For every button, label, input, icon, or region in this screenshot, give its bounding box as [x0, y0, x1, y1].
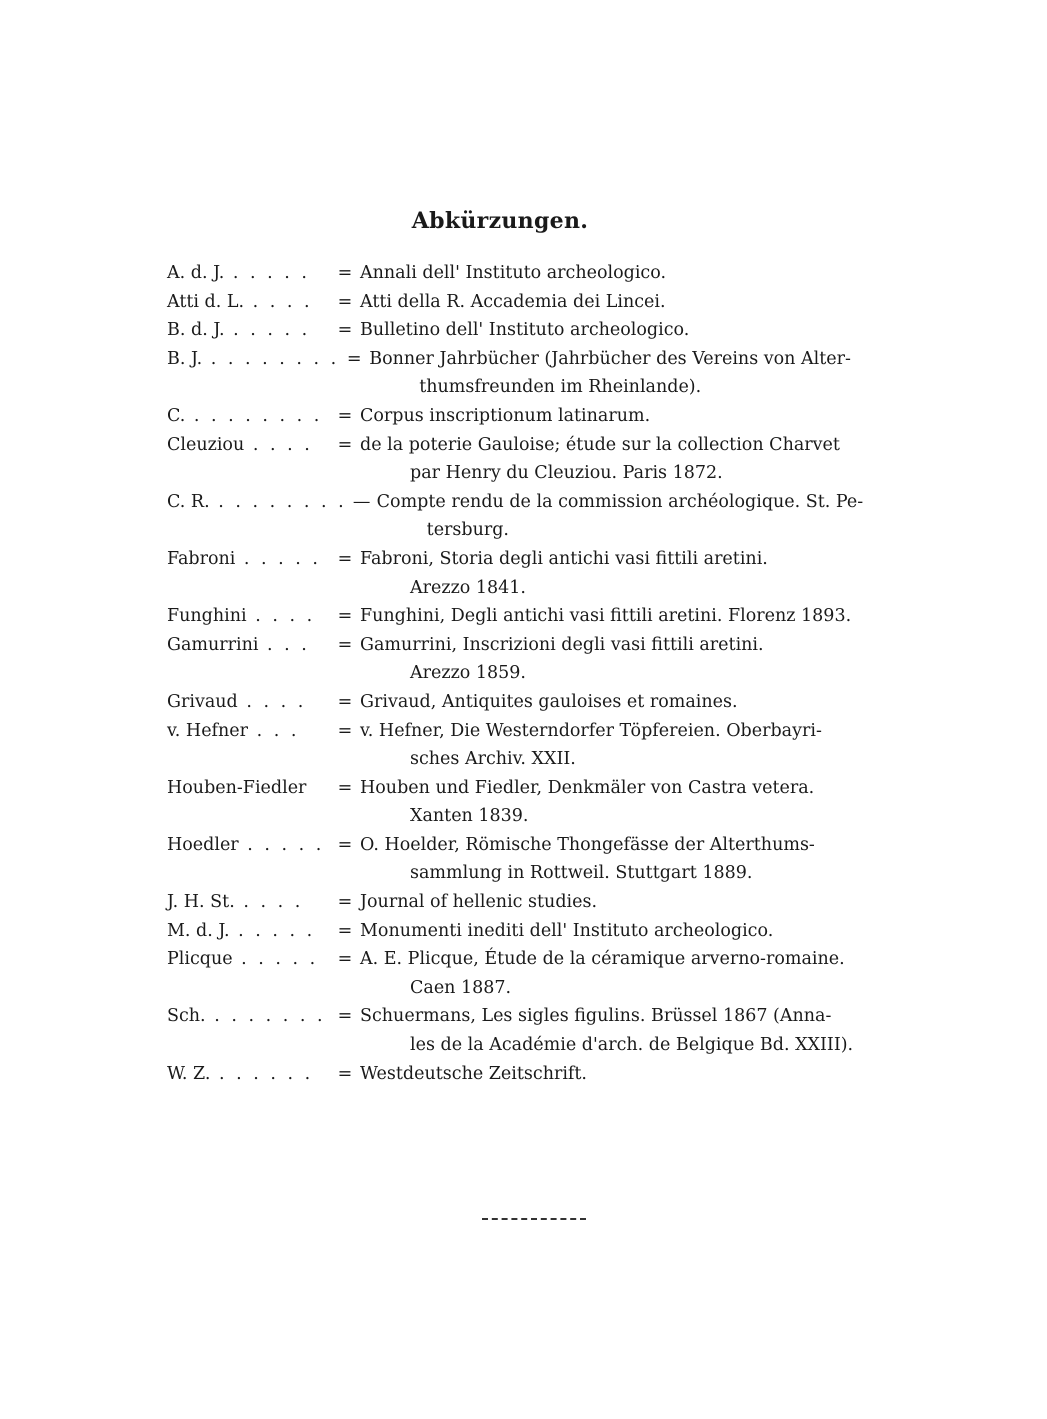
equals-sign: = [337, 892, 353, 913]
abbreviation-label: C. [167, 405, 186, 426]
abbreviation-label: Atti d. L. [167, 291, 245, 312]
abbreviation-term [167, 1002, 330, 1031]
definition-continuation: tersburg. [426, 520, 509, 541]
abbreviation-label: Hoedler [167, 834, 239, 855]
definition-line: Bonner Jahrbücher (Jahrbücher des Vereins von Alter- [369, 348, 851, 369]
abbreviation-definition [360, 259, 923, 288]
leader-dots: . . . . . . [210, 1063, 314, 1084]
equals-sign: = [337, 949, 353, 970]
abbreviation-term [167, 631, 330, 660]
definition-line: v. Hefner, Die Westerndorfer Töpfereien. Oberbayri- [360, 720, 822, 741]
abbreviation-entry [167, 288, 923, 317]
abbreviation-entry [167, 631, 923, 688]
abbreviation-entry [167, 316, 923, 345]
equals-sign: = [337, 777, 353, 798]
abbreviation-entry [167, 1002, 923, 1059]
abbreviation-entry [167, 1060, 923, 1089]
abbreviation-label: v. Hefner [167, 720, 249, 741]
abbreviation-definition [360, 888, 923, 917]
leader-dots: . . . . [244, 434, 313, 455]
abbreviation-definition [360, 316, 923, 345]
abbreviation-term [167, 688, 330, 717]
abbreviation-list [167, 259, 923, 1088]
definition-line: O. Hoelder, Römische Thongefässe der Alterthums- [360, 834, 815, 855]
closing-rule [482, 1218, 586, 1220]
leader-dots: . . . . . [224, 263, 310, 283]
leader-dots: . . . . . [232, 949, 319, 970]
definition-line: Schuermans, Les sigles figulins. Brüssel 1867 (Anna- [360, 1006, 832, 1027]
abbreviation-entry [167, 888, 923, 917]
definition-line: Corpus inscriptionum latinarum. [360, 405, 651, 426]
equals-sign: = [337, 606, 353, 627]
definition-line: Houben und Fiedler, Denkmäler von Castra vetera. [360, 777, 815, 798]
abbreviation-definition [377, 488, 923, 545]
definition-line: Fabroni, Storia degli antichi vasi fittili aretini. [360, 548, 768, 569]
definition-line: Annali dell' Instituto archeologico. [360, 263, 667, 283]
leader-dots: . . . . . . . . [202, 348, 340, 369]
equals-sign: — [352, 491, 371, 512]
abbreviation-entry [167, 688, 923, 717]
abbreviation-term [167, 288, 330, 317]
abbreviation-definition [360, 431, 923, 488]
abbreviation-entry [167, 717, 923, 774]
equals-sign: = [337, 691, 353, 712]
abbreviation-label: C. R. [167, 491, 210, 512]
definition-line: Funghini, Degli antichi vasi fittili aretini. Florenz 1893. [360, 606, 852, 627]
definition-continuation: sammlung in Rottweil. Stuttgart 1889. [410, 863, 753, 884]
abbreviation-term [167, 1060, 330, 1089]
abbreviation-entry [167, 917, 923, 946]
abbreviation-definition [360, 288, 923, 317]
abbreviation-definition [360, 402, 923, 431]
abbreviation-term [167, 259, 330, 288]
abbreviation-definition [360, 774, 923, 831]
abbreviation-entry [167, 345, 923, 402]
abbreviation-definition [360, 831, 923, 888]
abbreviation-label: B. J. [167, 348, 203, 369]
definition-continuation: Arezzo 1859. [410, 663, 526, 684]
abbreviation-term [167, 717, 330, 746]
abbreviation-label: Plicque [167, 949, 233, 970]
leader-dots: . . . . . . . [205, 1006, 326, 1027]
equals-sign: = [337, 1063, 353, 1084]
definition-line: Atti della R. Accademia dei Lincei. [360, 291, 666, 312]
abbreviation-term [167, 345, 339, 374]
abbreviation-term [167, 945, 330, 974]
abbreviation-definition [360, 602, 923, 631]
abbreviation-label: Sch. [167, 1006, 206, 1027]
equals-sign: = [337, 320, 353, 341]
abbreviation-label: Grivaud [167, 691, 238, 712]
abbreviation-label: Funghini [167, 606, 247, 627]
abbreviation-term [167, 402, 330, 431]
definition-line: Bulletino dell' Instituto archeologico. [360, 320, 690, 341]
definition-line: Journal of hellenic studies. [360, 892, 598, 913]
abbreviation-label: Cleuziou [167, 434, 245, 455]
definition-line: Compte rendu de la commission archéologique. St. Pe- [376, 491, 864, 512]
equals-sign: = [337, 434, 353, 455]
abbreviation-entry [167, 774, 923, 831]
definition-continuation: Xanten 1839. [410, 806, 529, 827]
abbreviation-term [167, 316, 330, 345]
abbreviation-definition [369, 345, 923, 402]
leader-dots: . . . . [237, 691, 307, 712]
abbreviation-definition [360, 1002, 923, 1059]
leader-dots: . . . . [234, 892, 304, 913]
equals-sign: = [337, 291, 353, 312]
definition-line: Grivaud, Antiquites gauloises et romaines. [360, 691, 738, 712]
abbreviation-term [167, 888, 330, 917]
abbreviation-entry [167, 545, 923, 602]
definition-continuation: sches Archiv. XXII. [410, 749, 576, 770]
abbreviation-term [167, 602, 330, 631]
equals-sign: = [337, 1006, 353, 1027]
abbreviation-entry [167, 259, 923, 288]
leader-dots: . . . . [246, 606, 316, 627]
equals-sign: = [337, 263, 353, 283]
definition-continuation: Arezzo 1841. [410, 577, 526, 598]
equals-sign: = [337, 405, 353, 426]
leader-dots: . . . . . [224, 320, 311, 341]
definition-line: de la poterie Gauloise; étude sur la collection Charvet [360, 434, 840, 455]
abbreviation-label: Fabroni [167, 548, 236, 569]
definition-line: Monumenti inediti dell' Instituto archeologico. [360, 920, 774, 941]
abbreviation-definition [360, 631, 923, 688]
abbreviation-term [167, 545, 330, 574]
abbreviation-term [167, 774, 330, 803]
abbreviation-definition [360, 688, 923, 717]
leader-dots: . . . . . [238, 834, 325, 855]
abbreviation-definition [360, 717, 923, 774]
abbreviation-entry [167, 488, 923, 545]
leader-dots: . . . . . . . . [185, 405, 323, 426]
abbreviation-label: M. d. J. [167, 920, 230, 941]
abbreviation-term [167, 917, 330, 946]
leader-dots: . . . [248, 720, 300, 741]
definition-line: Gamurrini, Inscrizioni degli vasi fittili aretini. [360, 634, 764, 655]
leader-dots: . . . . . [235, 548, 321, 569]
abbreviation-entry [167, 402, 923, 431]
equals-sign: = [337, 634, 353, 655]
abbreviation-label: Gamurrini [167, 634, 259, 655]
abbreviation-definition [360, 1060, 923, 1089]
definition-continuation: Caen 1887. [410, 977, 512, 998]
equals-sign: = [337, 834, 353, 855]
abbreviation-label: Houben-Fiedler [167, 777, 307, 798]
equals-sign: = [337, 720, 353, 741]
leader-dots: . . . . . . . . [209, 491, 347, 512]
abbreviation-entry [167, 431, 923, 488]
leader-dots: . . . . [244, 291, 313, 312]
abbreviation-label: B. d. J. [167, 320, 225, 341]
definition-continuation: les de la Académie d'arch. de Belgique Bd. XXIII). [410, 1035, 854, 1056]
abbreviation-label: A. d. J. [167, 263, 225, 283]
abbreviation-term [167, 831, 330, 860]
abbreviation-entry [167, 831, 923, 888]
abbreviation-entry [167, 945, 923, 1002]
abbreviation-term [167, 431, 330, 460]
abbreviation-entry [167, 602, 923, 631]
abbreviation-label: W. Z. [167, 1063, 211, 1084]
equals-sign: = [337, 548, 353, 569]
abbreviation-term [167, 488, 347, 517]
leader-dots: . . . . . [229, 920, 316, 941]
definition-continuation: par Henry du Cleuziou. Paris 1872. [410, 463, 723, 484]
page-title: Abkürzungen. [411, 208, 589, 234]
definition-line: A. E. Plicque, Étude de la céramique arverno-romaine. [360, 949, 845, 970]
abbreviation-definition [360, 917, 923, 946]
definition-line: Westdeutsche Zeitschrift. [360, 1063, 587, 1084]
abbreviation-definition [360, 545, 923, 602]
equals-sign: = [337, 920, 353, 941]
leader-dots: . . . [258, 634, 310, 655]
equals-sign: = [346, 348, 362, 369]
abbreviation-label: J. H. St. [167, 892, 235, 913]
abbreviation-definition [360, 945, 923, 1002]
definition-continuation: thumsfreunden im Rheinlande). [419, 377, 702, 398]
